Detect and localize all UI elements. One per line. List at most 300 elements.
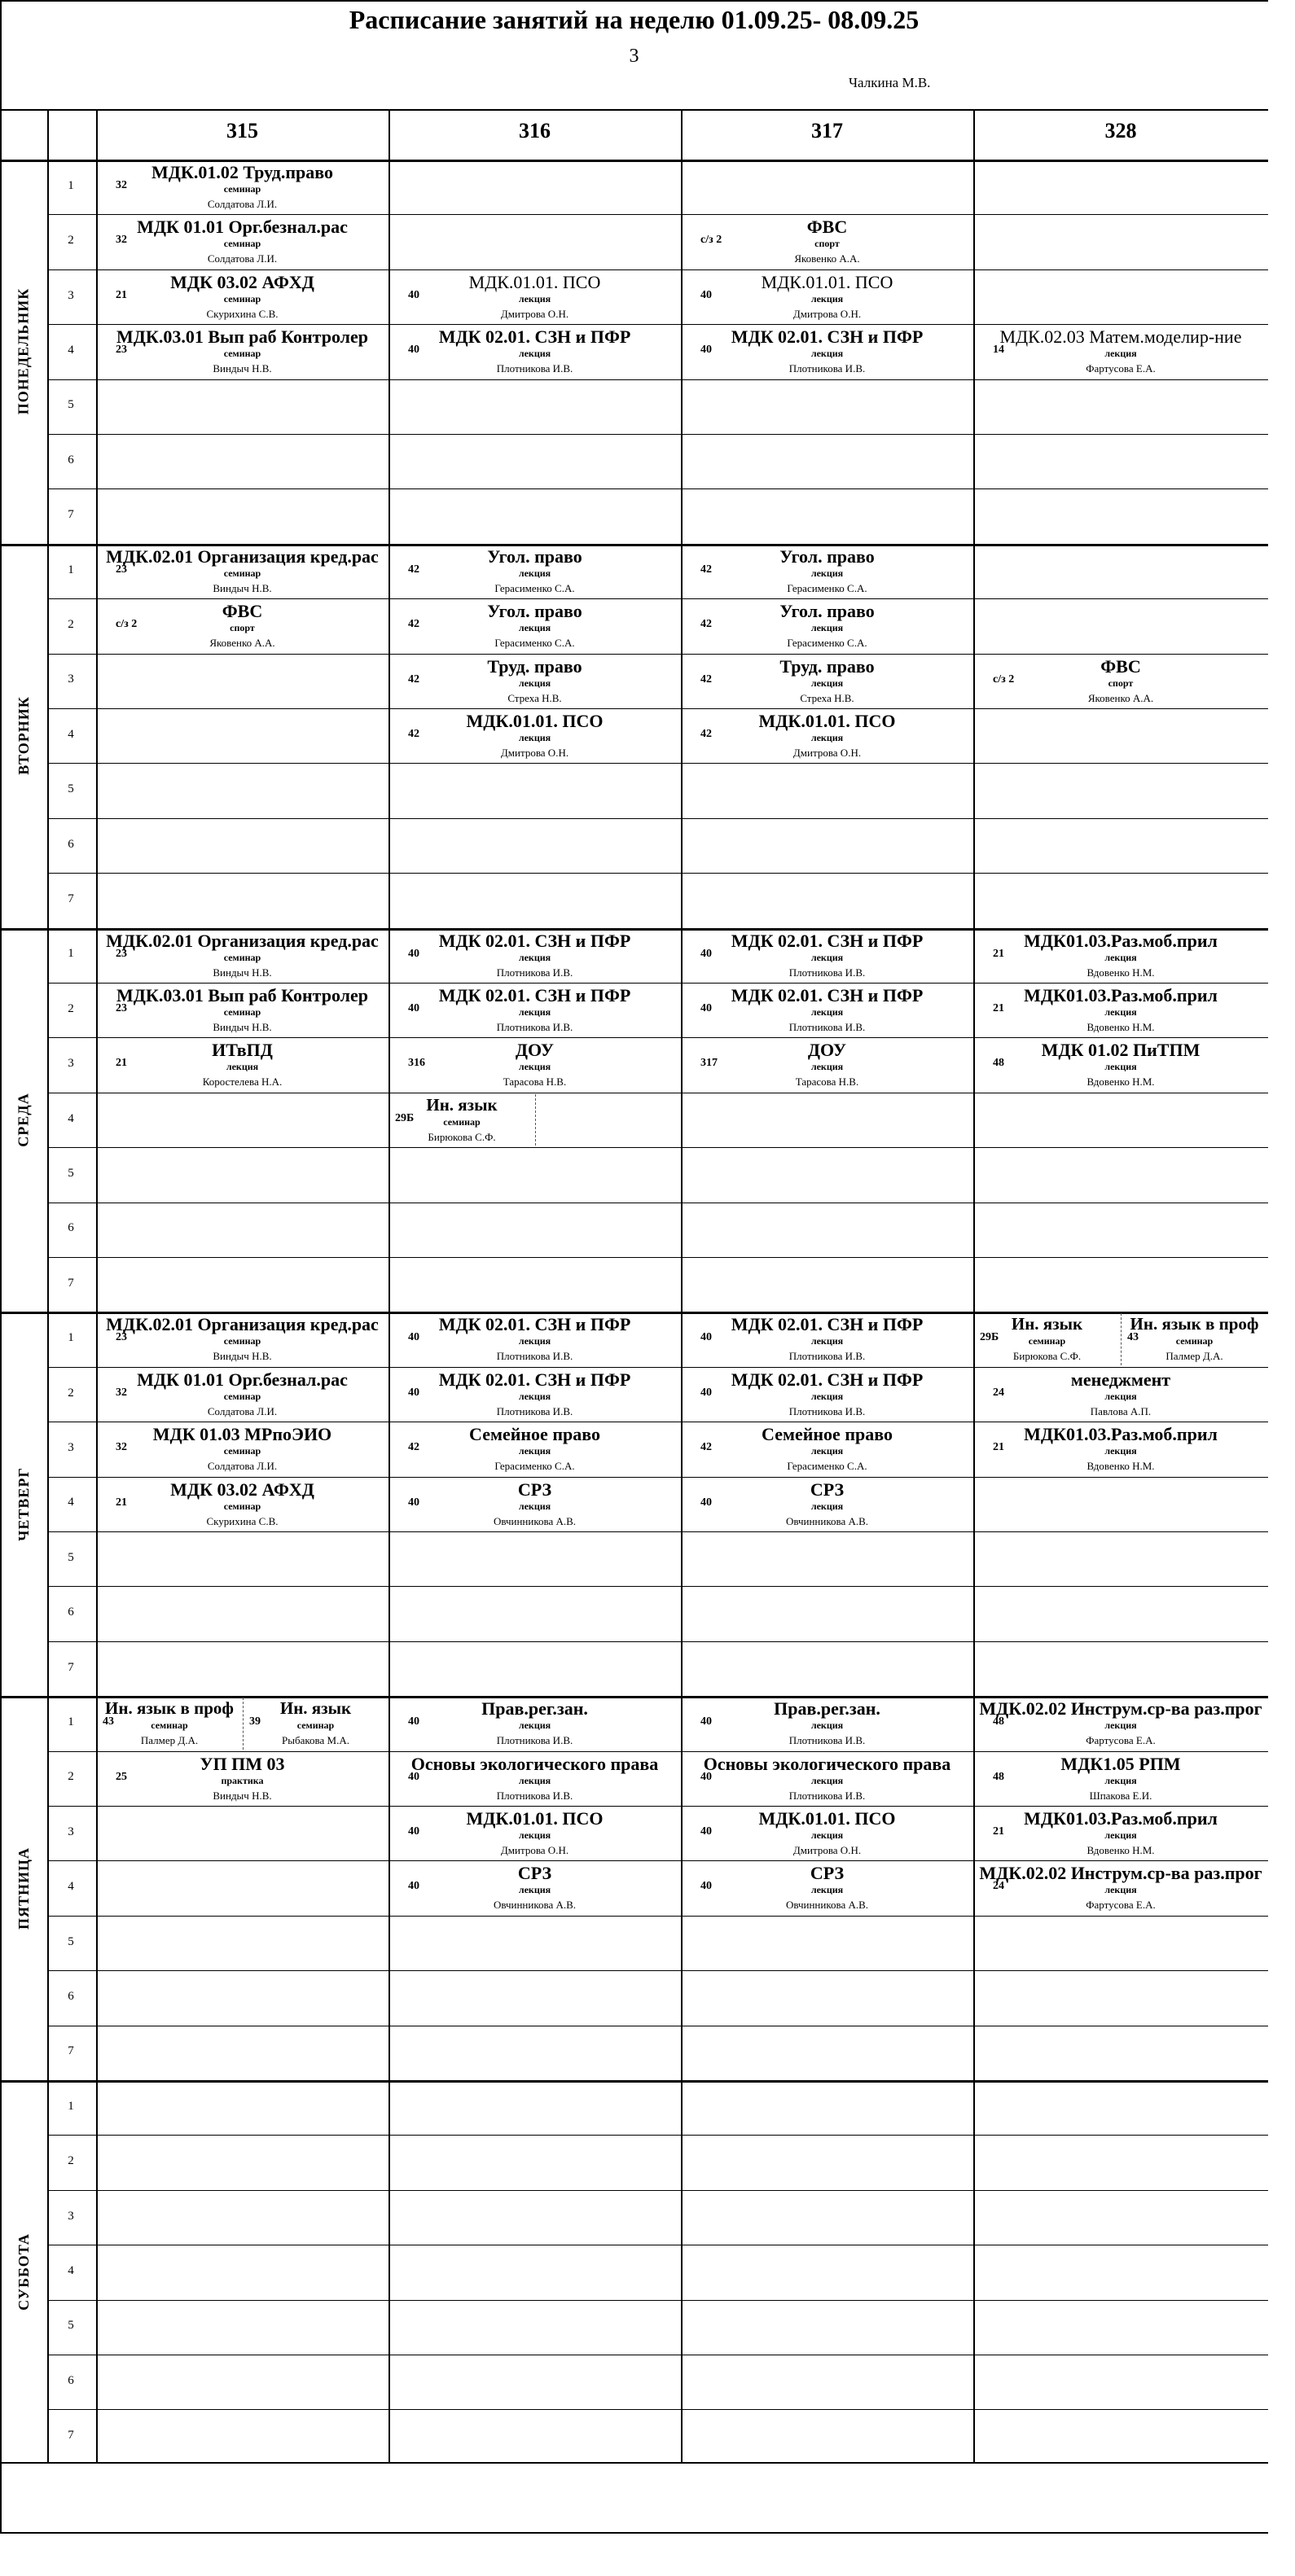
lesson-cell[interactable]: [96, 324, 388, 379]
lesson-cell[interactable]: [973, 1696, 1268, 1750]
row-divider: [47, 488, 1268, 489]
period-number: 6: [68, 1606, 74, 1619]
lesson-room: 40: [408, 344, 419, 357]
lesson-cell[interactable]: [681, 544, 973, 598]
lesson-room: 316: [408, 1057, 425, 1070]
lesson-subject: Ин. язык: [426, 1094, 498, 1115]
period-number: 2: [68, 234, 74, 248]
lesson-room: 317: [700, 1057, 718, 1070]
lesson-cell[interactable]: [681, 1422, 973, 1476]
row-divider: [47, 873, 1268, 874]
lesson-cell[interactable]: [96, 1367, 388, 1422]
lesson-cell[interactable]: [388, 598, 681, 653]
lesson-type: семинар: [1175, 1335, 1214, 1347]
lesson-subject: менеджмент: [1070, 1369, 1171, 1390]
lesson-teacher: Вдовенко Н.М.: [1086, 1844, 1155, 1856]
lesson-teacher: Яковенко А.А.: [794, 252, 860, 265]
lesson-teacher: Овчинникова А.В.: [493, 1899, 577, 1912]
row-divider: [47, 379, 1268, 380]
room-header-328: 328: [1104, 119, 1137, 142]
lesson-cell[interactable]: [96, 269, 388, 324]
lesson-cell[interactable]: [96, 1422, 388, 1476]
lesson-type: лекция: [810, 622, 844, 634]
lesson-room: 42: [700, 1441, 712, 1454]
lesson-cell[interactable]: [973, 1367, 1268, 1422]
lesson-type: лекция: [810, 567, 844, 579]
split-divider: [535, 1094, 536, 1146]
lesson-cell[interactable]: [681, 324, 973, 379]
lesson-teacher: Вдовенко Н.М.: [1086, 1021, 1155, 1033]
lesson-room: 21: [116, 1496, 127, 1509]
lesson-room: 39: [249, 1715, 261, 1728]
lesson-teacher: Герасименко С.А.: [494, 637, 575, 650]
lesson-cell[interactable]: [388, 928, 681, 983]
period-number: 1: [68, 563, 74, 576]
period-number: 1: [68, 1715, 74, 1728]
lesson-type: лекция: [810, 292, 844, 304]
lesson-subject: МДК.03.01 Вып раб Контролер: [116, 985, 368, 1005]
period-number: 5: [68, 398, 74, 412]
lesson-type: семинар: [151, 1720, 188, 1732]
period-number: 3: [68, 2209, 74, 2223]
lesson-type: лекция: [518, 1720, 551, 1732]
lesson-cell[interactable]: [681, 983, 973, 1037]
period-number: 3: [68, 1825, 74, 1838]
lesson-cell[interactable]: [388, 1751, 681, 1806]
lesson-teacher: Дмитрова О.Н.: [500, 747, 569, 759]
lesson-teacher: Вдовенко Н.М.: [1086, 1460, 1155, 1473]
period-number: 6: [68, 1989, 74, 2003]
day-label: [2, 2080, 46, 2464]
lesson-type: лекция: [518, 567, 551, 579]
lesson-cell[interactable]: [96, 928, 388, 983]
period-number: 5: [68, 782, 74, 796]
period-number: 2: [68, 1770, 74, 1784]
lesson-subject: МДК.02.03 Матем.моделир-ние: [999, 326, 1242, 348]
lesson-cell[interactable]: [681, 598, 973, 653]
period-number: 6: [68, 1221, 74, 1235]
period-number: 3: [68, 1057, 74, 1071]
lesson-teacher: Плотникова И.В.: [788, 362, 866, 375]
period-number: 4: [68, 1880, 74, 1894]
lesson-type: лекция: [810, 1006, 844, 1018]
lesson-room: 40: [408, 1770, 419, 1783]
lesson-cell[interactable]: [681, 1696, 973, 1750]
lesson-cell[interactable]: [388, 708, 681, 763]
lesson-room: 40: [408, 1331, 419, 1344]
lesson-type: лекция: [1104, 1061, 1137, 1073]
lesson-cell[interactable]: [388, 983, 681, 1037]
lesson-type: лекция: [1104, 348, 1137, 360]
lesson-subject: СРЗ: [810, 1863, 845, 1884]
lesson-teacher: Плотникова И.В.: [496, 966, 573, 979]
lesson-teacher: Фартусова Е.А.: [1086, 362, 1156, 375]
author-name: Чалкина М.В.: [849, 75, 931, 90]
lesson-teacher: Овчинникова А.В.: [493, 1514, 577, 1527]
lesson-room: 23: [116, 344, 127, 357]
lesson-teacher: Плотникова И.В.: [788, 966, 866, 979]
lesson-subject: МДК.02.02 Инструм.ср-ва раз.прог: [979, 1698, 1262, 1720]
lesson-room: 43: [1127, 1331, 1139, 1344]
lesson-type: семинар: [223, 567, 261, 579]
lesson-room: 24: [993, 1386, 1004, 1399]
lesson-subject: МДК.01.01. ПСО: [758, 1808, 896, 1829]
lesson-room: 23: [116, 1002, 127, 1014]
lesson-teacher: Плотникова И.В.: [496, 1404, 573, 1417]
lesson-room: 40: [408, 288, 419, 301]
lesson-room: 42: [408, 618, 419, 631]
lesson-room: 40: [408, 1496, 419, 1509]
lesson-subject: ИТвПД: [212, 1040, 273, 1061]
lesson-room: 32: [116, 234, 127, 247]
lesson-cell[interactable]: [388, 1806, 681, 1860]
lesson-subject: СРЗ: [517, 1863, 552, 1884]
lesson-subject: МДК 02.01. СЗН и ПФР: [731, 1369, 924, 1390]
lesson-cell[interactable]: [681, 928, 973, 983]
period-number: 3: [68, 1440, 74, 1454]
lesson-type: семинар: [296, 1720, 335, 1732]
lesson-type: лекция: [518, 1390, 551, 1402]
lesson-room: 21: [993, 1441, 1004, 1454]
lesson-teacher: Плотникова И.В.: [496, 1021, 573, 1033]
lesson-type: лекция: [518, 1884, 551, 1896]
lesson-cell[interactable]: [96, 160, 388, 214]
lesson-subject: СРЗ: [810, 1479, 845, 1500]
lesson-subject: Прав.рег.зан.: [774, 1698, 880, 1720]
lesson-teacher: Виндыч Н.В.: [213, 581, 272, 594]
lesson-cell[interactable]: [973, 1312, 1121, 1366]
lesson-room: 21: [993, 947, 1004, 960]
lesson-room: 48: [993, 1057, 1004, 1070]
lesson-cell[interactable]: [681, 1477, 973, 1531]
lesson-room: 32: [116, 1386, 127, 1399]
lesson-teacher: Вдовенко Н.М.: [1086, 966, 1155, 979]
lesson-subject: МДК 02.01. СЗН и ПФР: [731, 985, 924, 1005]
lesson-subject: МДК.01.01. ПСО: [468, 271, 601, 292]
lesson-subject: МДК 02.01. СЗН и ПФР: [731, 326, 924, 348]
lesson-type: лекция: [810, 677, 844, 689]
lesson-cell[interactable]: [96, 1696, 243, 1750]
lesson-subject: Основы экологического права: [703, 1753, 951, 1774]
lesson-teacher: Дмитрова О.Н.: [500, 1844, 569, 1856]
lesson-teacher: Виндыч Н.В.: [213, 1789, 272, 1802]
period-number: 7: [68, 1660, 74, 1674]
lesson-cell[interactable]: [388, 1696, 681, 1750]
lesson-type: семинар: [223, 1390, 261, 1402]
period-number: 4: [68, 2263, 74, 2277]
row-divider: [47, 1257, 1268, 1258]
lesson-teacher: Коростелева Н.А.: [202, 1076, 283, 1089]
lesson-type: лекция: [1104, 1884, 1137, 1896]
day-name: ВТОРНИК: [15, 696, 32, 775]
lesson-cell[interactable]: [96, 1477, 388, 1531]
lesson-room: 42: [408, 1441, 419, 1454]
day-name: ПОНЕДЕЛЬНИК: [15, 288, 32, 415]
day-name: ПЯТНИЦА: [15, 1847, 32, 1930]
period-number: 4: [68, 1496, 74, 1509]
lesson-cell[interactable]: [96, 983, 388, 1037]
day-label: [2, 928, 46, 1312]
period-number: 2: [68, 617, 74, 631]
lesson-subject: МДК1.05 РПМ: [1060, 1753, 1181, 1774]
lesson-room: 40: [700, 288, 712, 301]
lesson-room: 42: [408, 563, 419, 576]
lesson-teacher: Тарасова Н.В.: [503, 1076, 567, 1089]
lesson-type: семинар: [223, 348, 261, 360]
lesson-subject: МДК 01.03 МРпоЭИО: [152, 1424, 332, 1445]
lesson-subject: ФВС: [806, 217, 848, 238]
lesson-teacher: Виндыч Н.В.: [213, 1350, 272, 1363]
lesson-room: 21: [116, 288, 127, 301]
lesson-type: лекция: [810, 1774, 844, 1786]
lesson-room: 29Б: [980, 1331, 999, 1344]
lesson-type: семинар: [223, 292, 261, 304]
period-number: 5: [68, 1166, 74, 1180]
lesson-cell[interactable]: [681, 1312, 973, 1366]
lesson-type: лекция: [518, 622, 551, 634]
lesson-cell[interactable]: [973, 1806, 1268, 1860]
lesson-cell[interactable]: [243, 1696, 388, 1750]
column-divider: [388, 111, 390, 2462]
period-number: 1: [68, 178, 74, 192]
lesson-cell[interactable]: [388, 1860, 681, 1915]
lesson-cell[interactable]: [1121, 1312, 1268, 1366]
lesson-cell[interactable]: [973, 1037, 1268, 1092]
lesson-type: лекция: [518, 951, 551, 963]
lesson-cell[interactable]: [681, 1806, 973, 1860]
lesson-teacher: Скурихина С.В.: [206, 307, 279, 320]
lesson-room: 40: [700, 1331, 712, 1344]
period-number: 4: [68, 1111, 74, 1125]
lesson-teacher: Тарасова Н.В.: [795, 1076, 859, 1089]
lesson-type: лекция: [1104, 1390, 1137, 1402]
lesson-type: семинар: [223, 1445, 261, 1457]
lesson-subject: Угол. право: [487, 545, 582, 567]
lesson-subject: Основы экологического права: [410, 1753, 659, 1774]
lesson-room: 40: [408, 1880, 419, 1893]
lesson-cell[interactable]: [973, 1751, 1268, 1806]
lesson-room: 40: [408, 1715, 419, 1728]
lesson-type: семинар: [223, 1335, 261, 1347]
lesson-teacher: Герасименко С.А.: [787, 1460, 867, 1473]
lesson-teacher: Дмитрова О.Н.: [792, 1844, 862, 1856]
lesson-room: 24: [993, 1880, 1004, 1893]
lesson-cell[interactable]: [973, 983, 1268, 1037]
schedule-number: 3: [629, 46, 639, 67]
lesson-room: 48: [993, 1770, 1004, 1783]
lesson-room: 23: [116, 947, 127, 960]
lesson-subject: МДК.01.01. ПСО: [466, 1808, 604, 1829]
lesson-teacher: Плотникова И.В.: [496, 362, 573, 375]
lesson-room: 40: [700, 1715, 712, 1728]
lesson-teacher: Герасименко С.А.: [494, 1460, 575, 1473]
lesson-teacher: Герасименко С.А.: [787, 581, 867, 594]
period-number: 5: [68, 1934, 74, 1948]
lesson-cell[interactable]: [681, 1751, 973, 1806]
lesson-teacher: Палмер Д.А.: [1166, 1350, 1223, 1363]
lesson-teacher: Рыбакова М.А.: [282, 1734, 349, 1747]
lesson-subject: МДК 01.01 Орг.безнал.рас: [137, 1369, 348, 1390]
lesson-room: с/з 2: [116, 618, 138, 631]
lesson-type: лекция: [810, 1720, 844, 1732]
lesson-cell[interactable]: [681, 269, 973, 324]
lesson-cell[interactable]: [96, 1312, 388, 1366]
lesson-teacher: Виндыч Н.В.: [213, 1021, 272, 1033]
lesson-type: лекция: [518, 1335, 551, 1347]
lesson-type: семинар: [443, 1115, 481, 1128]
lesson-cell[interactable]: [681, 1860, 973, 1915]
lesson-room: 40: [700, 1825, 712, 1838]
lesson-teacher: Шпакова Е.И.: [1089, 1789, 1152, 1802]
lesson-subject: МДК 01.02 ПиТПМ: [1041, 1040, 1201, 1061]
day-label: [2, 544, 46, 928]
lesson-type: лекция: [810, 1335, 844, 1347]
day-label: [2, 1312, 46, 1696]
schedule-header: [0, 0, 1268, 109]
lesson-teacher: Вдовенко Н.М.: [1086, 1076, 1155, 1089]
lesson-teacher: Скурихина С.В.: [206, 1514, 279, 1527]
lesson-type: лекция: [518, 732, 551, 743]
lesson-cell[interactable]: [96, 598, 388, 653]
lesson-teacher: Бирюкова С.Ф.: [428, 1130, 496, 1143]
row-divider: [47, 818, 1268, 819]
lesson-teacher: Солдатова Л.И.: [207, 1460, 278, 1473]
lesson-cell[interactable]: [973, 928, 1268, 983]
lesson-subject: МДК.02.01 Организация кред.рас: [106, 930, 379, 951]
lesson-room: 40: [700, 1880, 712, 1893]
lesson-cell[interactable]: [681, 654, 973, 708]
lesson-subject: МДК.01.01. ПСО: [466, 711, 604, 731]
lesson-subject: МДК01.03.Раз.моб.прил: [1024, 930, 1218, 951]
lesson-cell[interactable]: [96, 1037, 388, 1092]
row-divider: [47, 434, 1268, 435]
period-number: 6: [68, 453, 74, 467]
lesson-type: лекция: [810, 1884, 844, 1896]
lesson-teacher: Плотникова И.В.: [496, 1350, 573, 1363]
lesson-cell[interactable]: [388, 544, 681, 598]
lesson-type: лекция: [810, 348, 844, 360]
lesson-room: 21: [116, 1057, 127, 1070]
lesson-cell[interactable]: [388, 1093, 535, 1147]
lesson-subject: МДК.01.01. ПСО: [761, 271, 893, 292]
lesson-room: 40: [700, 1002, 712, 1014]
lesson-room: 42: [408, 672, 419, 686]
lesson-room: 25: [116, 1770, 127, 1783]
lesson-teacher: Плотникова И.В.: [788, 1021, 866, 1033]
lesson-cell[interactable]: [388, 654, 681, 708]
lesson-teacher: Палмер Д.А.: [140, 1734, 199, 1747]
lesson-subject: МДК 02.01. СЗН и ПФР: [438, 1369, 631, 1390]
lesson-subject: Семейное право: [762, 1424, 893, 1445]
lesson-teacher: Павлова А.П.: [1090, 1404, 1152, 1417]
lesson-room: 43: [103, 1715, 114, 1728]
period-number: 1: [68, 2099, 74, 2113]
lesson-cell[interactable]: [96, 214, 388, 269]
lesson-cell[interactable]: [388, 1477, 681, 1531]
lesson-teacher: Фартусова Е.А.: [1086, 1899, 1156, 1912]
lesson-room: 23: [116, 563, 127, 576]
lesson-cell[interactable]: [973, 654, 1268, 708]
lesson-cell[interactable]: [681, 1367, 973, 1422]
lesson-room: 32: [116, 179, 127, 191]
period-number: 7: [68, 508, 74, 522]
lesson-cell[interactable]: [973, 1860, 1268, 1915]
lesson-subject: Ин. язык: [279, 1698, 352, 1719]
lesson-type: семинар: [1028, 1335, 1066, 1347]
period-number: 2: [68, 2154, 74, 2168]
lesson-room: 48: [993, 1715, 1004, 1728]
room-header-316: 316: [519, 119, 551, 142]
lesson-subject: МДК 02.01. СЗН и ПФР: [438, 930, 631, 951]
lesson-subject: Прав.рег.зан.: [481, 1698, 588, 1720]
lesson-subject: МДК.02.02 Инструм.ср-ва раз.прог: [979, 1863, 1262, 1884]
lesson-room: 40: [408, 1386, 419, 1399]
lesson-room: 42: [408, 728, 419, 740]
room-header-315: 315: [226, 119, 258, 142]
lesson-subject: МДК 03.02 АФХД: [170, 271, 314, 292]
lesson-cell[interactable]: [973, 324, 1268, 379]
column-divider: [681, 111, 683, 2462]
lesson-room: 40: [700, 1770, 712, 1783]
lesson-subject: Ин. язык: [1011, 1314, 1083, 1334]
lesson-cell[interactable]: [681, 1037, 973, 1092]
period-number: 1: [68, 1331, 74, 1345]
lesson-room: 42: [700, 672, 712, 686]
column-divider: [973, 111, 975, 2462]
lesson-type: лекция: [518, 348, 551, 360]
lesson-teacher: Плотникова И.В.: [496, 1734, 573, 1747]
lesson-cell[interactable]: [388, 1037, 681, 1092]
lesson-type: лекция: [810, 1445, 844, 1457]
lesson-subject: МДК 02.01. СЗН и ПФР: [438, 1314, 631, 1335]
lesson-type: лекция: [1104, 951, 1137, 963]
lesson-cell[interactable]: [388, 1367, 681, 1422]
lesson-teacher: Плотникова И.В.: [788, 1789, 866, 1802]
lesson-cell[interactable]: [388, 1422, 681, 1476]
lesson-subject: ДОУ: [807, 1040, 847, 1061]
lesson-subject: Ин. язык в проф: [1130, 1314, 1259, 1334]
period-number: 4: [68, 343, 74, 357]
lesson-type: лекция: [810, 951, 844, 963]
lesson-subject: Семейное право: [469, 1424, 600, 1445]
lesson-cell[interactable]: [973, 1422, 1268, 1476]
lesson-teacher: Яковенко А.А.: [209, 637, 275, 650]
lesson-type: лекция: [518, 1500, 551, 1512]
period-number: 6: [68, 2373, 74, 2387]
schedule-grid: [0, 109, 1268, 2464]
lesson-room: 42: [700, 728, 712, 740]
period-number: 2: [68, 1386, 74, 1400]
lesson-type: лекция: [1104, 1774, 1137, 1786]
lesson-type: семинар: [223, 238, 261, 250]
period-number: 3: [68, 288, 74, 302]
lesson-cell[interactable]: [96, 1751, 388, 1806]
row-divider: [47, 2135, 1268, 2136]
room-header-317: 317: [811, 119, 843, 142]
page-title: Расписание занятий на неделю 01.09.25- 08.09.25: [349, 5, 920, 34]
lesson-cell[interactable]: [388, 269, 681, 324]
lesson-type: лекция: [1104, 1829, 1137, 1841]
lesson-cell[interactable]: [681, 708, 973, 763]
lesson-room: 29Б: [395, 1111, 415, 1124]
row-divider: [47, 763, 1268, 764]
lesson-teacher: Дмитрова О.Н.: [500, 307, 569, 320]
lesson-cell[interactable]: [681, 214, 973, 269]
lesson-type: практика: [221, 1774, 264, 1786]
lesson-cell[interactable]: [96, 544, 388, 598]
lesson-cell[interactable]: [388, 324, 681, 379]
lesson-cell[interactable]: [388, 1312, 681, 1366]
